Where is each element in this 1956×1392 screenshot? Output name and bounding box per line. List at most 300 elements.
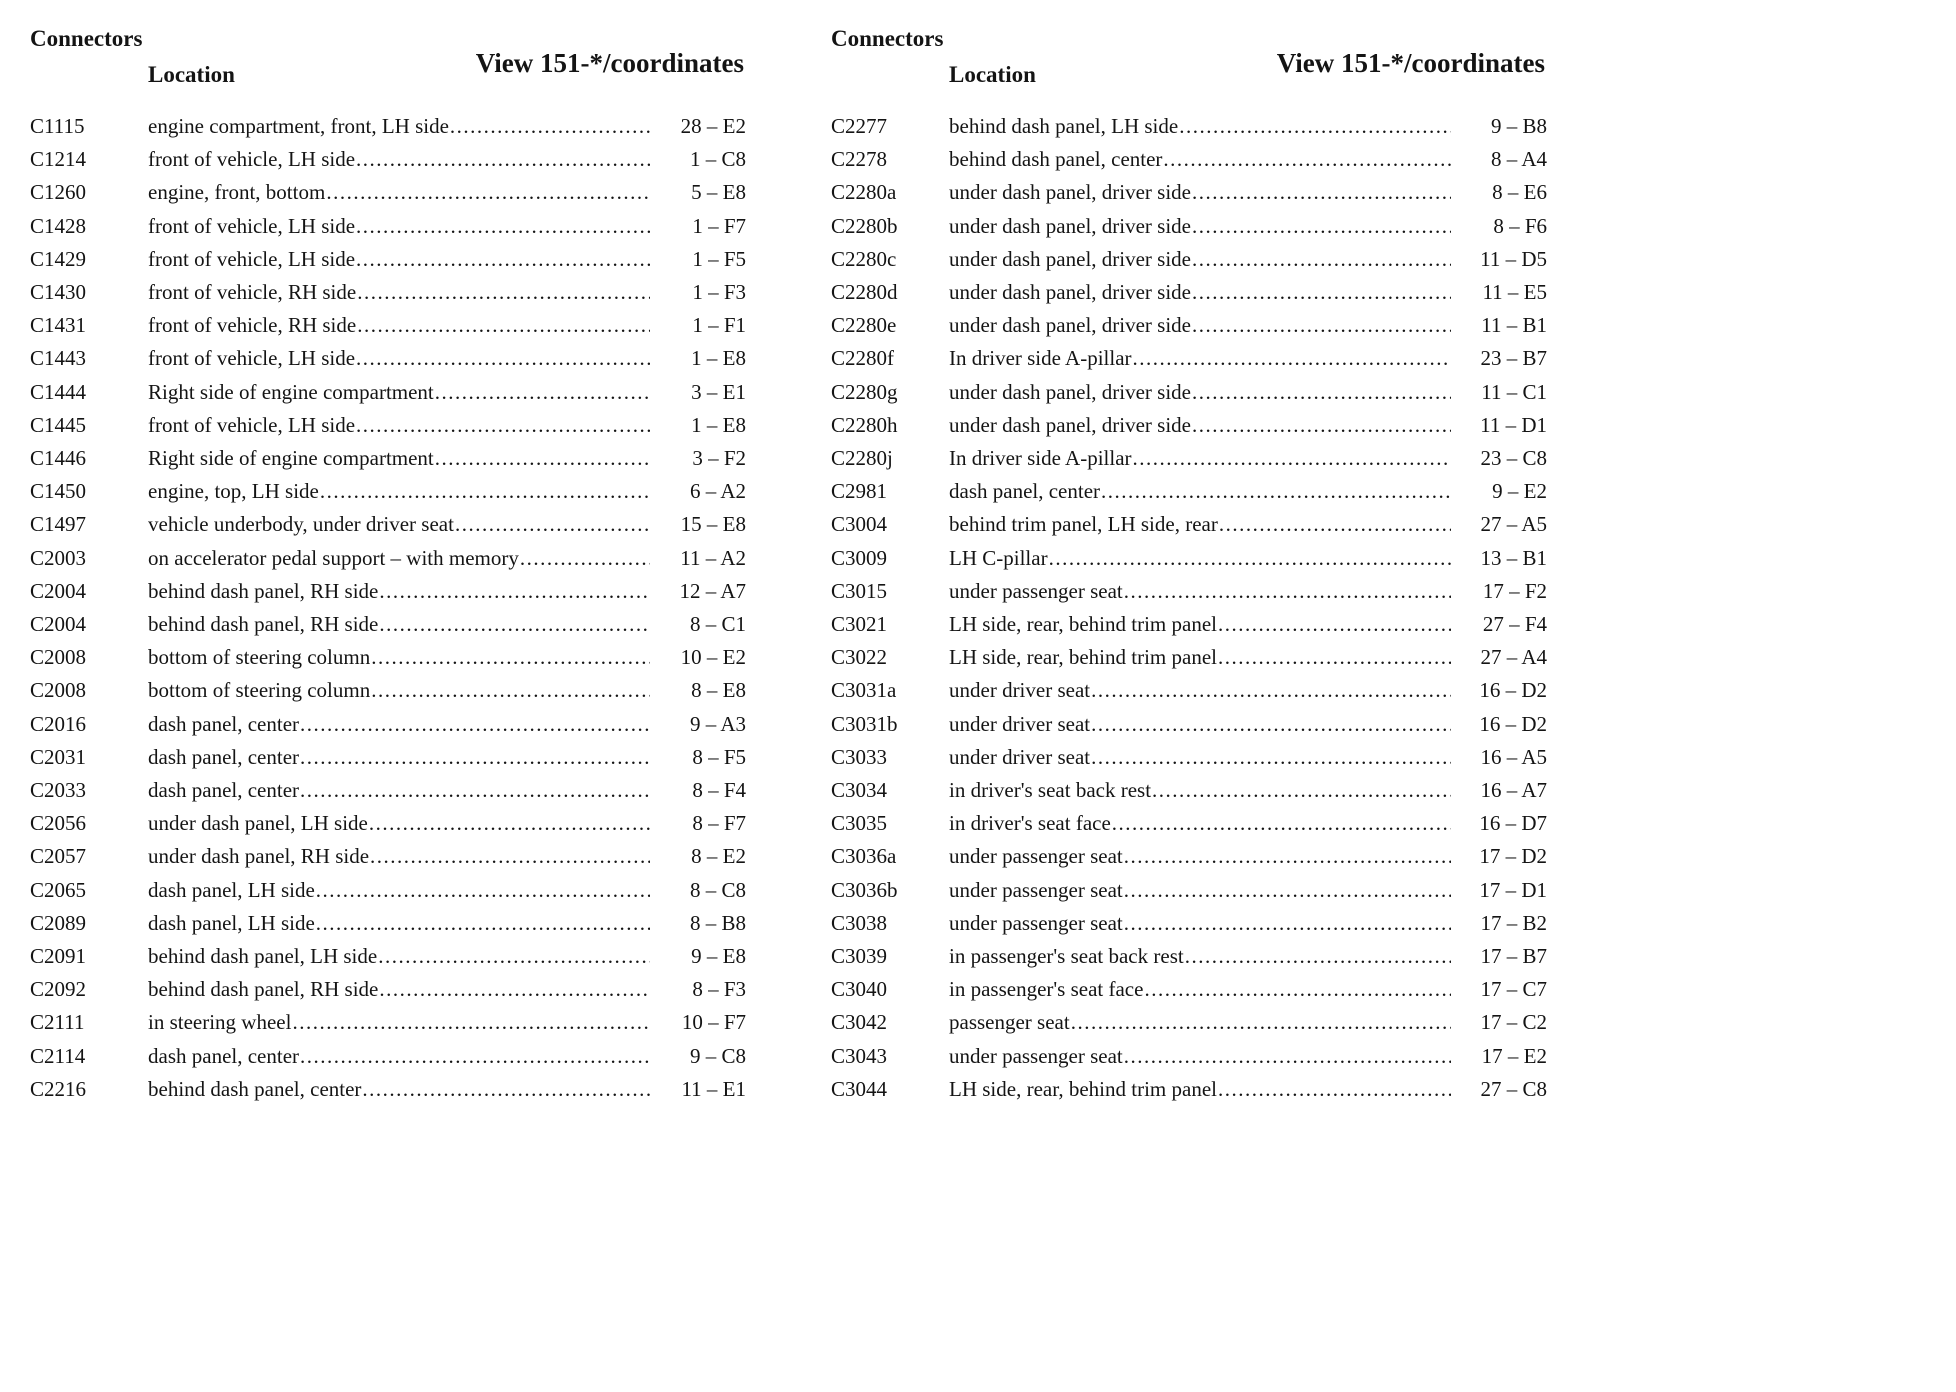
- dot-leader: [1101, 475, 1451, 508]
- table-row: [831, 243, 1547, 276]
- dot-leader: [379, 608, 650, 641]
- connector-coordinate: 8 – F7: [692, 811, 746, 836]
- connector-coordinate: 9 – E2: [1492, 479, 1547, 504]
- connector-location: engine, front, bottom: [148, 180, 326, 205]
- connector-code: C2216: [30, 1076, 87, 1101]
- connector-coordinate: 8 – F6: [1493, 213, 1547, 238]
- connector-table-left: [30, 26, 746, 1106]
- connector-code: C3031a: [831, 678, 897, 703]
- connector-location: dash panel, LH side: [148, 910, 315, 935]
- table-row: [30, 143, 746, 176]
- connector-coordinate: 16 – D2: [1479, 678, 1547, 703]
- connector-location: behind dash panel, LH side: [949, 114, 1179, 138]
- connector-location: under driver seat: [949, 744, 1091, 769]
- connector-coordinate: 23 – C8: [1480, 446, 1547, 471]
- connector-location: in driver's seat back rest: [949, 778, 1152, 803]
- table-row: [831, 840, 1547, 873]
- connector-code: C3021: [831, 612, 888, 637]
- dot-leader: [1091, 674, 1451, 707]
- table-row: [831, 442, 1547, 475]
- table-header-left: [30, 26, 746, 110]
- table-row: [831, 973, 1547, 1006]
- connector-rows-right: [831, 110, 1547, 1106]
- connector-coordinate: 17 – C2: [1480, 1010, 1547, 1035]
- table-row: [831, 940, 1547, 973]
- connector-location: in passenger's seat back rest: [949, 944, 1184, 969]
- connector-coordinate: 8 – E8: [691, 678, 746, 703]
- connector-location: in steering wheel: [148, 1010, 292, 1035]
- table-row: [30, 575, 746, 608]
- dot-leader: [326, 176, 650, 209]
- dot-leader: [371, 641, 650, 674]
- connector-code: C1214: [30, 147, 87, 172]
- dot-leader: [357, 276, 650, 309]
- connector-coordinate: 17 – D2: [1479, 844, 1547, 869]
- dot-leader: [1192, 243, 1451, 276]
- table-row: [30, 1006, 746, 1039]
- table-row: [30, 641, 746, 674]
- connector-code: C3015: [831, 578, 888, 603]
- connector-coordinate: 11 – A2: [680, 545, 746, 570]
- connector-coordinate: 27 – A4: [1480, 645, 1547, 670]
- connector-code: C2031: [30, 744, 87, 769]
- connector-location: front of vehicle, LH side: [148, 346, 356, 371]
- table-row: [30, 542, 746, 575]
- dot-leader: [356, 143, 650, 176]
- table-row: [831, 409, 1547, 442]
- connector-code: C3031b: [831, 711, 898, 736]
- connector-coordinate: 9 – E8: [691, 944, 746, 969]
- connector-coordinate: 1 – F7: [692, 213, 746, 238]
- table-header-right: [831, 26, 1547, 110]
- connector-coordinate: 3 – F2: [692, 446, 746, 471]
- connector-coordinate: 27 – C8: [1480, 1076, 1547, 1101]
- table-row: [831, 342, 1547, 375]
- connector-code: C3034: [831, 778, 888, 803]
- connector-code: C2111: [30, 1010, 85, 1035]
- connector-code: C3042: [831, 1010, 888, 1035]
- connector-code: C2092: [30, 977, 87, 1002]
- dot-leader: [1192, 376, 1451, 409]
- connector-code: C1428: [30, 213, 87, 238]
- table-row: [30, 807, 746, 840]
- dot-leader: [1133, 442, 1451, 475]
- connector-coordinate: 17 – B7: [1480, 944, 1547, 969]
- connector-location: under passenger seat: [949, 1043, 1123, 1068]
- connector-coordinate: 1 – F3: [692, 280, 746, 305]
- connector-code: C3022: [831, 645, 888, 670]
- table-row: [831, 774, 1547, 807]
- dot-leader: [1192, 210, 1451, 243]
- connector-code: C2280c: [831, 246, 897, 271]
- connector-code: C1444: [30, 379, 87, 404]
- table-row: [831, 475, 1547, 508]
- dot-leader: [356, 409, 650, 442]
- table-row: [30, 874, 746, 907]
- connector-coordinate: 9 – B8: [1490, 114, 1547, 138]
- connector-location: on accelerator pedal support – with memory: [148, 545, 519, 570]
- dot-leader: [1185, 940, 1451, 973]
- connector-coordinate: 1 – C8: [689, 147, 746, 172]
- connector-coordinate: 9 – C8: [689, 1043, 746, 1068]
- dot-leader: [1152, 774, 1451, 807]
- dot-leader: [316, 874, 650, 907]
- connector-code: C2114: [30, 1043, 86, 1068]
- dot-leader: [300, 1040, 650, 1073]
- connector-code: C3004: [831, 512, 888, 537]
- location-heading: Location: [949, 62, 1036, 87]
- connector-code: C1431: [30, 313, 87, 338]
- dot-leader: [1192, 276, 1451, 309]
- table-row: [30, 1040, 746, 1073]
- connector-coordinate: 16 – D7: [1479, 811, 1547, 836]
- dot-leader: [316, 907, 650, 940]
- table-row: [831, 674, 1547, 707]
- table-row: [831, 874, 1547, 907]
- connector-coordinate: 8 – B8: [689, 910, 746, 935]
- connector-code: C3036b: [831, 877, 898, 902]
- connector-location: front of vehicle, LH side: [148, 246, 356, 271]
- connector-coordinate: 16 – D2: [1479, 711, 1547, 736]
- table-row: [30, 210, 746, 243]
- connector-coordinate: 11 – E1: [681, 1076, 746, 1101]
- table-row: [831, 1006, 1547, 1039]
- connector-location: under dash panel, driver side: [949, 412, 1192, 437]
- connector-code: C2004: [30, 578, 87, 603]
- dot-leader: [1124, 874, 1451, 907]
- dot-leader: [1133, 342, 1451, 375]
- table-row: [30, 276, 746, 309]
- table-row: [30, 309, 746, 342]
- connector-code: C2277: [831, 114, 888, 138]
- connector-code: C1497: [30, 512, 87, 537]
- connector-coordinate: 23 – B7: [1480, 346, 1547, 371]
- connector-code: C2091: [30, 944, 87, 969]
- connector-rows-left: [30, 110, 746, 1106]
- connector-coordinate: 13 – B1: [1480, 545, 1547, 570]
- table-row: [831, 575, 1547, 608]
- table-row: [831, 708, 1547, 741]
- view-coordinates-heading: View 151-*/coordinates: [1276, 48, 1545, 78]
- connector-code: C2280g: [831, 379, 898, 404]
- table-row: [30, 442, 746, 475]
- connector-location: dash panel, center: [148, 778, 300, 803]
- connector-location: In driver side A-pillar: [949, 346, 1132, 371]
- table-row: [831, 309, 1547, 342]
- table-row: [831, 608, 1547, 641]
- connector-code: C1445: [30, 412, 87, 437]
- connector-code: C1450: [30, 479, 87, 504]
- dot-leader: [1144, 973, 1451, 1006]
- dot-leader: [1192, 176, 1451, 209]
- connector-code: C3043: [831, 1043, 888, 1068]
- dot-leader: [450, 110, 650, 143]
- connector-location: under passenger seat: [949, 844, 1123, 869]
- connector-coordinate: 17 – C7: [1480, 977, 1547, 1002]
- connector-location: behind trim panel, LH side, rear: [949, 512, 1218, 537]
- table-row: [831, 1073, 1547, 1106]
- table-row: [30, 409, 746, 442]
- dot-leader: [435, 442, 650, 475]
- connector-coordinate: 8 – E2: [691, 844, 746, 869]
- connector-coordinate: 11 – D1: [1480, 412, 1547, 437]
- table-row: [30, 840, 746, 873]
- connector-location: front of vehicle, LH side: [148, 412, 356, 437]
- connector-location: under dash panel, driver side: [949, 180, 1192, 205]
- connector-code: C2033: [30, 778, 87, 803]
- table-row: [30, 176, 746, 209]
- connector-code: C2280h: [831, 412, 898, 437]
- connector-coordinate: 10 – F7: [681, 1010, 746, 1035]
- connector-location: behind dash panel, RH side: [148, 612, 379, 637]
- connector-location: front of vehicle, LH side: [148, 147, 356, 172]
- connector-location: under dash panel, driver side: [949, 280, 1192, 305]
- connector-coordinate: 8 – F5: [692, 744, 746, 769]
- table-row: [30, 508, 746, 541]
- connector-coordinate: 17 – D1: [1479, 877, 1547, 902]
- connector-coordinate: 1 – E8: [691, 412, 746, 437]
- table-row: [30, 708, 746, 741]
- dot-leader: [1124, 575, 1451, 608]
- view-coordinates-heading: View 151-*/coordinates: [475, 48, 744, 78]
- connector-location: under passenger seat: [949, 578, 1123, 603]
- connector-location: passenger seat: [949, 1010, 1070, 1035]
- connector-location: in passenger's seat face: [949, 977, 1144, 1002]
- table-row: [831, 907, 1547, 940]
- table-row: [30, 475, 746, 508]
- connector-coordinate: 16 – A7: [1480, 778, 1547, 803]
- table-row: [30, 973, 746, 1006]
- connector-location: under driver seat: [949, 678, 1091, 703]
- connector-location: dash panel, LH side: [148, 877, 315, 902]
- connector-code: C1429: [30, 246, 87, 271]
- dot-leader: [1218, 641, 1451, 674]
- connector-code: C2089: [30, 910, 87, 935]
- table-row: [30, 907, 746, 940]
- connector-coordinate: 3 – E1: [691, 379, 746, 404]
- connector-coordinate: 11 – E5: [1482, 280, 1547, 305]
- connectors-heading: Connectors: [30, 26, 143, 51]
- dot-leader: [300, 774, 650, 807]
- connector-code: C3035: [831, 811, 888, 836]
- dot-leader: [300, 708, 650, 741]
- dot-leader: [1218, 608, 1451, 641]
- connector-coordinate: 16 – A5: [1480, 744, 1547, 769]
- connector-coordinate: 11 – C1: [1481, 379, 1547, 404]
- connector-location: engine, top, LH side: [148, 479, 319, 504]
- connector-coordinate: 17 – E2: [1481, 1043, 1547, 1068]
- dot-leader: [292, 1006, 650, 1039]
- connector-code: C1443: [30, 346, 87, 371]
- table-row: [30, 774, 746, 807]
- dot-leader: [1192, 309, 1451, 342]
- connector-location: under dash panel, RH side: [148, 844, 370, 869]
- connector-code: C2056: [30, 811, 87, 836]
- dot-leader: [371, 674, 650, 707]
- connector-coordinate: 8 – E6: [1492, 180, 1547, 205]
- dot-leader: [1163, 143, 1451, 176]
- connector-code: C2280d: [831, 280, 898, 305]
- connector-coordinate: 27 – A5: [1480, 512, 1547, 537]
- connector-coordinate: 1 – F5: [692, 246, 746, 271]
- connector-location: under dash panel, driver side: [949, 246, 1192, 271]
- connector-code: C3040: [831, 977, 888, 1002]
- dot-leader: [379, 973, 650, 1006]
- table-row: [30, 674, 746, 707]
- connector-location: front of vehicle, RH side: [148, 280, 357, 305]
- connector-code: C3044: [831, 1076, 888, 1101]
- dot-leader: [379, 575, 650, 608]
- dot-leader: [1091, 708, 1451, 741]
- location-heading: Location: [148, 62, 235, 87]
- connector-location: behind dash panel, RH side: [148, 977, 379, 1002]
- table-row: [831, 542, 1547, 575]
- connector-location: dash panel, center: [148, 744, 300, 769]
- connector-coordinate: 27 – F4: [1482, 612, 1547, 637]
- connector-code: C3033: [831, 744, 888, 769]
- dot-leader: [1124, 1040, 1451, 1073]
- table-row: [30, 741, 746, 774]
- connector-coordinate: 17 – B2: [1480, 910, 1547, 935]
- dot-leader: [369, 807, 650, 840]
- connector-location: bottom of steering column: [148, 645, 371, 670]
- connector-coordinate: 6 – A2: [689, 479, 746, 504]
- connector-code: C2280j: [831, 446, 893, 471]
- table-row: [831, 508, 1547, 541]
- connector-coordinate: 11 – B1: [1481, 313, 1547, 338]
- connector-location: behind dash panel, center: [949, 147, 1163, 172]
- table-row: [30, 608, 746, 641]
- connector-location: vehicle underbody, under driver seat: [148, 512, 454, 537]
- connector-location: under dash panel, driver side: [949, 313, 1192, 338]
- connector-code: C1446: [30, 446, 87, 471]
- connector-location: Right side of engine compartment: [148, 379, 434, 404]
- table-row: [30, 940, 746, 973]
- connector-coordinate: 1 – E8: [691, 346, 746, 371]
- table-row: [831, 176, 1547, 209]
- table-row: [30, 376, 746, 409]
- dot-leader: [1218, 1073, 1451, 1106]
- connector-location: under dash panel, driver side: [949, 213, 1192, 238]
- connectors-heading: Connectors: [831, 26, 944, 51]
- table-row: [30, 243, 746, 276]
- connector-coordinate: 5 – E8: [691, 180, 746, 205]
- connector-code: C2004: [30, 612, 87, 637]
- table-row: [831, 276, 1547, 309]
- connector-location: LH side, rear, behind trim panel: [949, 1076, 1217, 1101]
- connector-code: C2280b: [831, 213, 898, 238]
- connector-location: dash panel, center: [148, 1043, 300, 1068]
- connector-code: C2008: [30, 645, 87, 670]
- connector-coordinate: 12 – A7: [679, 578, 746, 603]
- connector-code: C2016: [30, 711, 87, 736]
- connector-location: behind dash panel, center: [148, 1076, 362, 1101]
- connector-code: C2280e: [831, 313, 897, 338]
- table-row: [831, 376, 1547, 409]
- connector-coordinate: 1 – F1: [692, 313, 746, 338]
- connector-location: under passenger seat: [949, 910, 1123, 935]
- connector-location: front of vehicle, LH side: [148, 213, 356, 238]
- connector-coordinate: 8 – A4: [1490, 147, 1547, 172]
- connector-coordinate: 8 – F3: [692, 977, 746, 1002]
- connector-location: bottom of steering column: [148, 678, 371, 703]
- dot-leader: [1219, 508, 1451, 541]
- connector-location: engine compartment, front, LH side: [148, 114, 449, 138]
- connector-coordinate: 11 – D5: [1480, 246, 1547, 271]
- dot-leader: [370, 840, 650, 873]
- dot-leader: [1192, 409, 1451, 442]
- connector-code: C1115: [30, 114, 85, 138]
- connector-location: in driver's seat face: [949, 811, 1111, 836]
- connector-location: dash panel, center: [949, 479, 1101, 504]
- dot-leader: [320, 475, 650, 508]
- dot-leader: [1049, 542, 1451, 575]
- connector-location: behind dash panel, RH side: [148, 578, 379, 603]
- dot-leader: [435, 376, 650, 409]
- dot-leader: [1071, 1006, 1451, 1039]
- connector-location: under dash panel, driver side: [949, 379, 1192, 404]
- connector-code: C2278: [831, 147, 888, 172]
- connector-coordinate: 15 – E8: [680, 512, 746, 537]
- connector-code: C3009: [831, 545, 888, 570]
- dot-leader: [356, 243, 650, 276]
- connector-code: C2065: [30, 877, 87, 902]
- connector-location: LH C-pillar: [949, 545, 1048, 570]
- connector-code: C3038: [831, 910, 888, 935]
- table-row: [831, 641, 1547, 674]
- connector-coordinate: 17 – F2: [1482, 578, 1547, 603]
- dot-leader: [356, 342, 650, 375]
- connector-code: C2008: [30, 678, 87, 703]
- connector-code: C1260: [30, 180, 87, 205]
- connector-code: C3036a: [831, 844, 897, 869]
- dot-leader: [1124, 907, 1451, 940]
- connector-coordinate: 8 – C8: [689, 877, 746, 902]
- dot-leader: [362, 1073, 650, 1106]
- connector-location: In driver side A-pillar: [949, 446, 1132, 471]
- connector-code: C2280f: [831, 346, 894, 371]
- connector-location: LH side, rear, behind trim panel: [949, 612, 1217, 637]
- table-row: [30, 1073, 746, 1106]
- connector-location: dash panel, center: [148, 711, 300, 736]
- dot-leader: [1112, 807, 1451, 840]
- table-row: [831, 741, 1547, 774]
- dot-leader: [378, 940, 650, 973]
- table-row: [831, 210, 1547, 243]
- connector-location: Right side of engine compartment: [148, 446, 434, 471]
- dot-leader: [1091, 741, 1451, 774]
- connector-location: behind dash panel, LH side: [148, 944, 378, 969]
- dot-leader: [356, 210, 650, 243]
- connector-code: C2280a: [831, 180, 897, 205]
- connector-coordinate: 8 – C1: [689, 612, 746, 637]
- dot-leader: [1179, 110, 1451, 143]
- connector-coordinate: 8 – F4: [692, 778, 746, 803]
- connector-code: C3039: [831, 944, 888, 969]
- connector-coordinate: 10 – E2: [680, 645, 746, 670]
- connector-location: LH side, rear, behind trim panel: [949, 645, 1217, 670]
- connector-code: C2057: [30, 844, 87, 869]
- table-row: [831, 1040, 1547, 1073]
- connector-location: under passenger seat: [949, 877, 1123, 902]
- dot-leader: [300, 741, 650, 774]
- connector-location: front of vehicle, RH side: [148, 313, 357, 338]
- table-row: [831, 110, 1547, 143]
- connector-code: C1430: [30, 280, 87, 305]
- connector-coordinate: 28 – E2: [680, 114, 746, 138]
- connector-location: under driver seat: [949, 711, 1091, 736]
- dot-leader: [357, 309, 650, 342]
